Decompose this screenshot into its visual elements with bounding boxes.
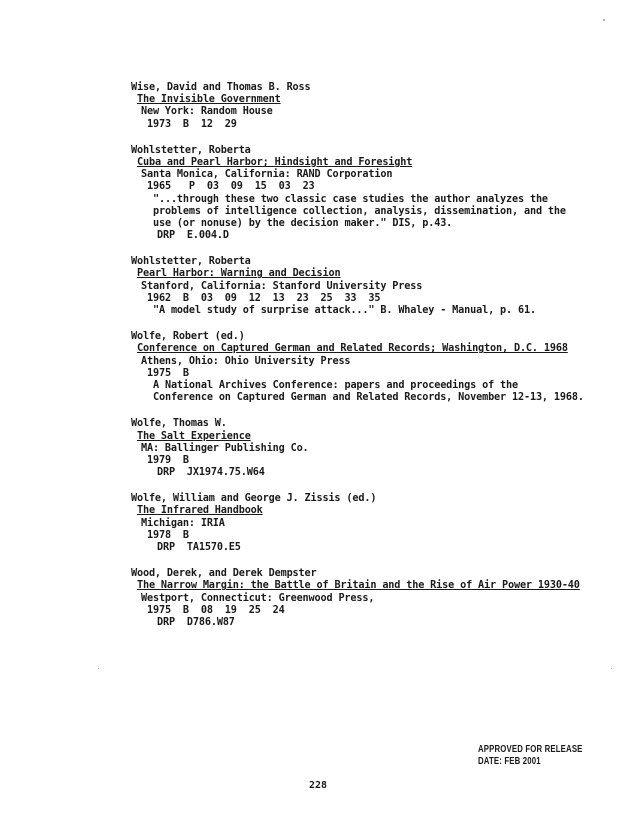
entry-call-number: DRP TA1570.E5 bbox=[157, 542, 241, 553]
release-stamp-line: APPROVED FOR RELEASE bbox=[478, 744, 583, 755]
entry-title: Pearl Harbor: Warning and Decision bbox=[137, 268, 341, 280]
entry-imprint: Michigan: IRIA bbox=[141, 517, 225, 529]
bibliography-entry bbox=[131, 145, 611, 243]
scan-speck bbox=[611, 668, 612, 669]
entry-author: Wolfe, Robert (ed.) bbox=[131, 331, 245, 343]
entry-note-line: Conference on Captured German and Related Records, November 12-13, 1968. bbox=[153, 392, 584, 404]
bibliography-entry bbox=[131, 493, 611, 554]
entry-author: Wolfe, Thomas W. bbox=[131, 418, 227, 430]
entry-imprint: Athens, Ohio: Ohio University Press bbox=[141, 355, 351, 367]
entry-title: The Salt Experience bbox=[137, 430, 251, 442]
bibliography-entry bbox=[131, 418, 611, 479]
entry-imprint: MA: Ballinger Publishing Co. bbox=[141, 442, 309, 454]
bibliography-entry bbox=[131, 568, 611, 629]
entry-year-codes: 1962 B 03 09 12 13 23 25 33 35 bbox=[147, 292, 381, 304]
entry-imprint: Santa Monica, California: RAND Corporation bbox=[141, 169, 393, 181]
entry-title: The Invisible Government bbox=[137, 94, 281, 106]
entry-note-line: use (or nonuse) by the decision maker." DIS, p.43. bbox=[153, 217, 453, 229]
entry-author: Wolfe, William and George J. Zissis (ed.) bbox=[131, 493, 377, 505]
bibliography-entry bbox=[131, 331, 611, 404]
release-stamp-date: DATE: FEB 2001 bbox=[478, 756, 541, 767]
entry-note-line: "A model study of surprise attack..." B. Whaley - Manual, p. 61. bbox=[153, 305, 536, 316]
entry-year-codes: 1973 B 12 29 bbox=[147, 118, 237, 130]
entry-call-number: DRP JX1974.75.W64 bbox=[157, 467, 265, 479]
entry-year-codes: 1978 B bbox=[147, 529, 189, 541]
entry-year-codes: 1979 B bbox=[147, 454, 189, 466]
page-number: 228 bbox=[308, 780, 328, 791]
bibliography-entry bbox=[131, 82, 611, 131]
entry-note-line: problems of intelligence collection, analysis, dissemination, and the bbox=[153, 205, 566, 217]
scan-speck bbox=[603, 19, 605, 21]
entry-year-codes: 1975 B bbox=[147, 367, 189, 379]
entry-title: The Infrared Handbook bbox=[137, 505, 263, 517]
entry-title: The Narrow Margin: the Battle of Britain and the Rise of Air Power 1930-40 bbox=[137, 580, 580, 592]
entry-note-line: "...through these two classic case studies the author analyzes the bbox=[153, 193, 548, 205]
bibliography-entry bbox=[131, 256, 611, 317]
entry-imprint: New York: Random House bbox=[141, 106, 273, 118]
entry-note-line: A National Archives Conference: papers and proceedings of the bbox=[153, 379, 518, 391]
entry-author: Wohlstetter, Roberta bbox=[131, 144, 251, 156]
release-stamp bbox=[478, 744, 583, 768]
entry-call-number: DRP E.004.D bbox=[157, 230, 229, 242]
entry-imprint: Stanford, California: Stanford University Press bbox=[141, 280, 423, 292]
scan-speck bbox=[98, 668, 99, 669]
entry-year-codes: 1965 P 03 09 15 03 23 bbox=[147, 181, 315, 193]
entry-author: Wise, David and Thomas B. Ross bbox=[131, 82, 311, 93]
entry-title: Cuba and Pearl Harbor; Hindsight and Foresight bbox=[137, 156, 413, 168]
entry-title: Conference on Captured German and Related Records; Washington, D.C. 1968 bbox=[137, 343, 568, 355]
entry-call-number: DRP D786.W87 bbox=[157, 616, 235, 628]
entry-author: Wood, Derek, and Derek Dempster bbox=[131, 568, 317, 580]
entry-author: Wohlstetter, Roberta bbox=[131, 256, 251, 268]
entry-year-codes: 1975 B 08 19 25 24 bbox=[147, 604, 285, 616]
entry-imprint: Westport, Connecticut: Greenwood Press, bbox=[141, 592, 375, 604]
bibliography-list bbox=[131, 82, 611, 643]
